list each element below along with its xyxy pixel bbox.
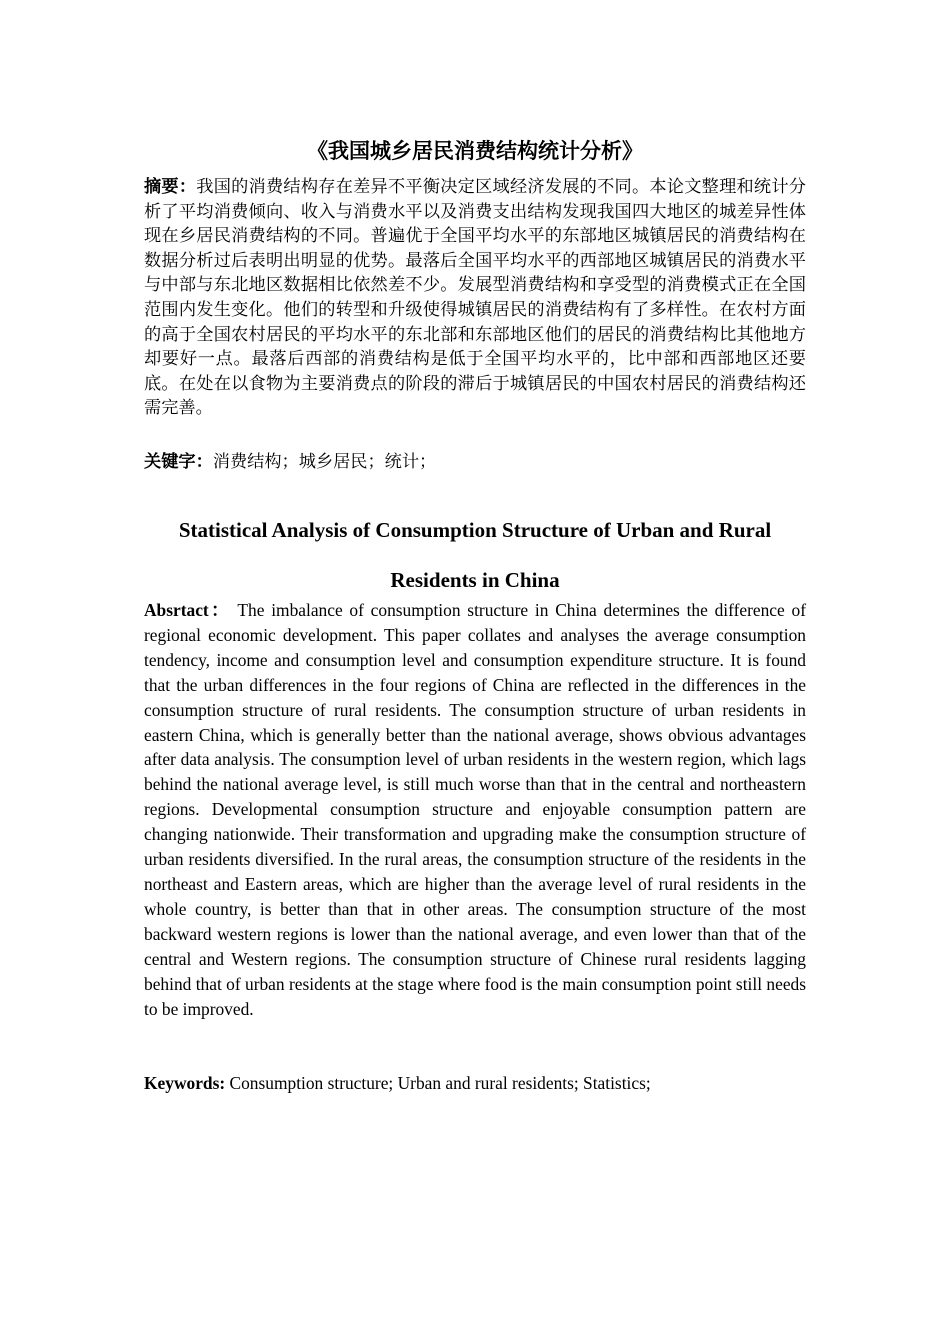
english-keywords-label: Keywords:: [144, 1073, 226, 1093]
english-title: Statistical Analysis of Consumption Structure of Urban and Rural Residents in China: [178, 518, 772, 592]
english-keywords: [144, 1071, 806, 1096]
chinese-abstract: [144, 175, 806, 421]
chinese-abstract-text: 我国的消费结构存在差异不平衡决定区域经济发展的不同。本论文整理和统计分析了平均消费倾向、收入与消费水平以及消费支出结构发现我国四大地区的城差异性体现在乡居民消费结构的不同。普遍优于全国平均水平的东部地区城镇居民的消费结构在数据分析过后表明出明显的优势。最落后全国平均水平的西部地区城镇居民的消费水平与中部与东北地区数据相比依然差不少。发展型消费结构和享受型的消费模式正在全国范围内发生变化。他们的转型和升级使得城镇居民的消费结构有了多样性。在农村方面的高于全国农村居民的平均水平的东北部和东部地区他们的居民的消费结构比其他地方却要好一点。最落后西部的消费结构是低于全国平均水平的，比中部和西部地区还要底。在处在以食物为主要消费点的阶段的滞后于城镇居民的中国农村居民的消费结构还需完善。: [144, 177, 806, 419]
chinese-title: 《我国城乡居民消费结构统计分析》: [307, 139, 643, 163]
english-keywords-text: Consumption structure; Urban and rural residents; Statistics;: [229, 1073, 651, 1093]
english-abstract: [144, 598, 806, 1021]
english-abstract-label: Absrtact：: [144, 600, 231, 620]
english-abstract-text: The imbalance of consumption structure in China determines the difference of regional economic development. This paper collates and analyses the average consumption tendency, income and consumption level and consumption expenditure structure. It is found that the urban differences in the four regions of China are reflected in the differences in the consumption structure of rural residents. The consumption structure of urban residents in eastern China, which is generally better than the national average, shows obvious advantages after data analysis. The consumption level of urban residents in the western region, which lags behind the national average level, is still much worse than that in the central and northeastern regions. Developmental consumption structure and enjoyable consumption pattern are changing nationwide. Their transformation and upgrading make the consumption structure of urban residents diversified. In the rural areas, the consumption structure of the residents in the northeast and Eastern areas, which are higher than the average level of rural residents in the whole country, is better than that in other areas. The consumption structure of the most backward western regions is lower than the national average, and even lower than that of the central and Western regions. The consumption structure of Chinese rural residents lagging behind that of urban residents at the stage where food is the main consumption point still needs to be improved.: [144, 600, 806, 1019]
chinese-keywords: [144, 450, 806, 475]
chinese-abstract-label: 摘要：: [144, 177, 197, 197]
chinese-keywords-text: 消费结构；城乡居民；统计；: [212, 452, 437, 472]
chinese-keywords-label: 关键字：: [144, 452, 213, 472]
